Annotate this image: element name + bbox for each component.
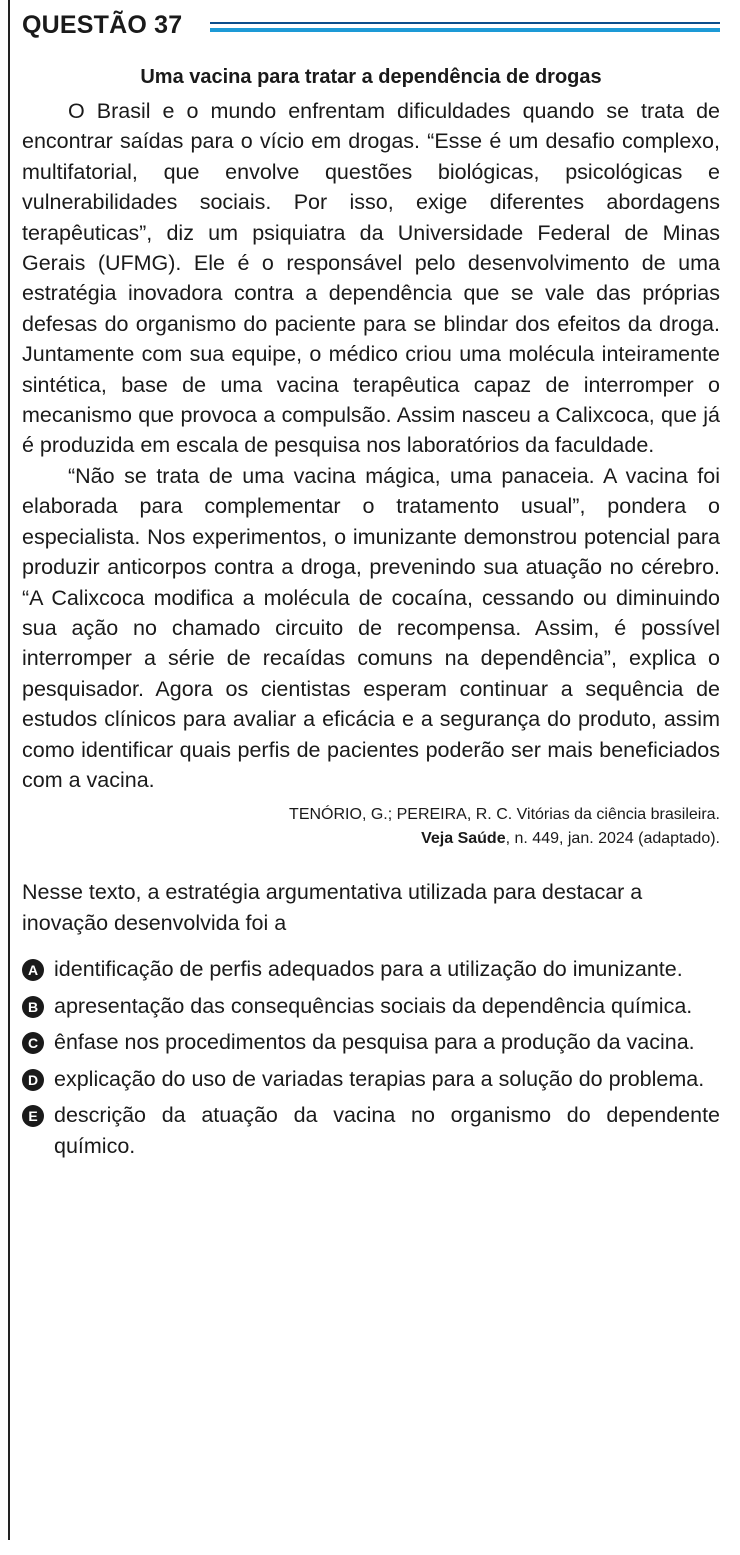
source-citation [22, 803, 720, 851]
left-border-rule [8, 0, 10, 1540]
option-d[interactable] [22, 1064, 720, 1095]
answer-options [22, 954, 720, 1161]
option-letter-badge: B [22, 996, 44, 1018]
option-text: descrição da atuação da vacina no organismo do dependente químico. [54, 1103, 720, 1158]
option-letter-badge: D [22, 1069, 44, 1091]
option-text: apresentação das consequências sociais da dependência química. [54, 993, 693, 1018]
option-c[interactable] [22, 1027, 720, 1058]
option-b[interactable] [22, 991, 720, 1022]
option-letter-badge: E [22, 1105, 44, 1127]
paragraph: “Não se trata de uma vacina mágica, uma panaceia. A vacina foi elaborada para complementar o tratamento usual”, pondera o especialista. Nos experimentos, o imunizante demonstrou potencial para produzir anticorpos contra a droga, prevenindo sua atuação no cérebro. “A Calixcoca modifica a molécula de cocaína, cessando ou diminuindo sua ação no chamado circuito de recompensa. Assim, é possível interromper a série de recaídas comuns na dependência”, explica o pesquisador. Agora os cientistas esperam continuar a sequência de estudos clínicos para avaliar a eficácia e a segurança do produto, assim como identificar quais perfis de pacientes poderão ser mais beneficiados com a vacina. [22, 463, 720, 792]
source-publication [22, 827, 720, 851]
source-details: , n. 449, jan. 2024 (adaptado). [505, 830, 720, 848]
paragraph: O Brasil e o mundo enfrentam dificuldades quando se trata de encontrar saídas para o vício em drogas. “Esse é um desafio complexo, multifatorial, que envolve questões biológicas, psicológicas e vulnerabilidades sociais. Por isso, exige diferentes abordagens terapêuticas”, diz um psiquiatra da Universidade Federal de Minas Gerais (UFMG). Ele é o responsável pelo desenvolvimento de uma estratégia inovadora contra a dependência que se vale das próprias defesas do organismo do paciente para se blindar dos efeitos da droga. Juntamente com sua equipe, o médico criou uma molécula inteiramente sintética, base de uma vacina terapêutica capaz de interromper o mecanismo que provoca a compulsão. Assim nasceu a Calixcoca, que já é produzida em escala de pesquisa nos laboratórios da faculdade. [22, 99, 720, 458]
text-body [22, 96, 720, 795]
option-a[interactable] [22, 954, 720, 985]
option-letter-badge: C [22, 1032, 44, 1054]
question-page [22, 8, 720, 1167]
question-stem: Nesse texto, a estratégia argumentativa utilizada para destacar a inovação desenvolvida foi a [22, 880, 643, 935]
option-letter-badge: A [22, 959, 44, 981]
source-authors: TENÓRIO, G.; PEREIRA, R. C. Vitórias da ciência brasileira. [289, 806, 720, 824]
header-double-rule [210, 22, 720, 32]
option-text: explicação do uso de variadas terapias para a solução do problema. [54, 1066, 705, 1091]
option-e[interactable] [22, 1100, 720, 1161]
text-title: Uma vacina para tratar a dependência de drogas [140, 66, 602, 88]
source-journal: Veja Saúde [421, 830, 506, 848]
question-header [22, 8, 720, 42]
question-number: QUESTÃO 37 [22, 10, 183, 39]
option-text: identificação de perfis adequados para a utilização do imunizante. [54, 957, 683, 982]
option-text: ênfase nos procedimentos da pesquisa para a produção da vacina. [54, 1030, 695, 1055]
